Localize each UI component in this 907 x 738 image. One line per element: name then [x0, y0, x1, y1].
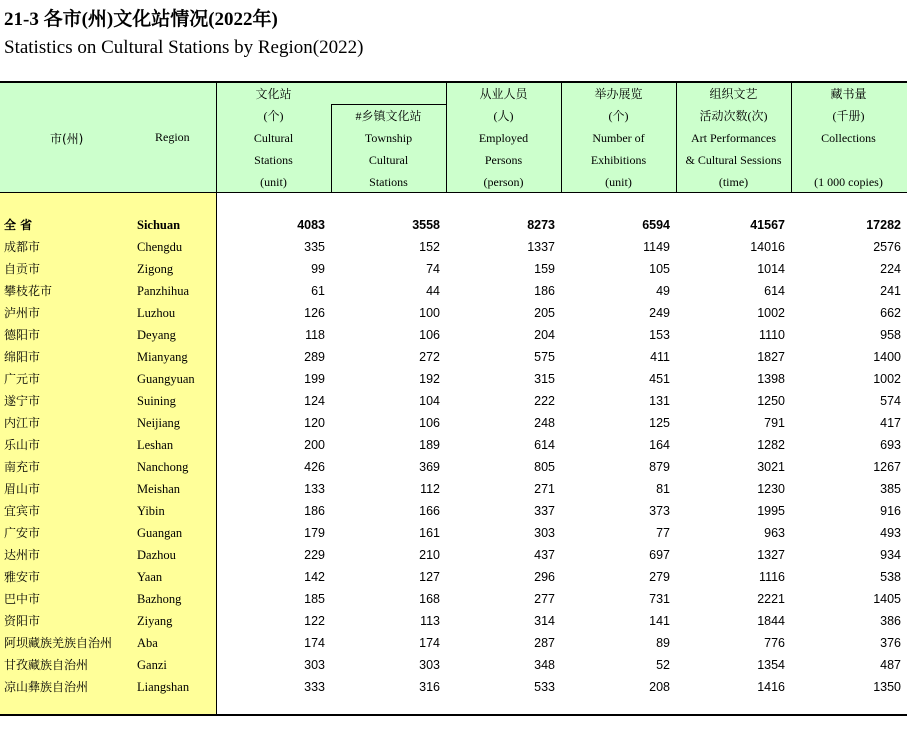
value-cell: 131	[649, 394, 670, 408]
value-cell: 153	[649, 328, 670, 342]
value-cell: 337	[534, 504, 555, 518]
region-name-cn: 巴中市	[4, 592, 41, 606]
region-name-cn: 绵阳市	[4, 350, 41, 364]
value-cell: 303	[534, 526, 555, 540]
value-cell: 533	[534, 680, 555, 694]
value-cell: 105	[649, 262, 670, 276]
value-cell: 731	[649, 592, 670, 606]
value-cell: 369	[419, 460, 440, 474]
region-name-cn: 广安市	[4, 526, 41, 540]
table-row	[0, 566, 907, 588]
value-cell: 693	[880, 438, 901, 452]
value-cell: 1354	[757, 658, 785, 672]
table-row	[0, 632, 907, 654]
value-cell: 186	[534, 284, 555, 298]
region-name-cn: 资阳市	[4, 614, 41, 628]
region-name-en: Meishan	[137, 482, 181, 496]
region-name-en: Ganzi	[137, 658, 167, 672]
value-cell: 17282	[866, 218, 901, 232]
region-name-cn: 全 省	[4, 218, 33, 232]
value-cell: 133	[304, 482, 325, 496]
value-cell: 376	[880, 636, 901, 650]
header-region-cn: 市(州)	[50, 132, 84, 146]
table-row	[0, 676, 907, 698]
value-cell: 1327	[757, 548, 785, 562]
value-cell: 1416	[757, 680, 785, 694]
region-name-en: Guangan	[137, 526, 183, 540]
value-cell: 2221	[757, 592, 785, 606]
region-name-cn: 自贡市	[4, 262, 41, 276]
value-cell: 1405	[873, 592, 901, 606]
table-row	[0, 588, 907, 610]
region-name-cn: 甘孜藏族自治州	[4, 658, 89, 672]
table-row	[0, 302, 907, 324]
region-name-en: Mianyang	[137, 350, 188, 364]
value-cell: 662	[880, 306, 901, 320]
region-name-cn: 广元市	[4, 372, 41, 386]
value-cell: 411	[650, 350, 670, 364]
region-name-en: Guangyuan	[137, 372, 195, 386]
region-name-cn: 凉山彝族自治州	[4, 680, 89, 694]
value-cell: 124	[304, 394, 325, 408]
value-cell: 1827	[757, 350, 785, 364]
value-cell: 161	[419, 526, 440, 540]
value-cell: 204	[534, 328, 555, 342]
table-row	[0, 258, 907, 280]
value-cell: 81	[656, 482, 670, 496]
value-cell: 126	[304, 306, 325, 320]
value-cell: 303	[304, 658, 325, 672]
value-cell: 41567	[750, 218, 785, 232]
value-cell: 112	[420, 482, 440, 496]
value-cell: 125	[649, 416, 670, 430]
header-col-township-stations: #乡镇文化站 Township Cultural Stations	[355, 109, 422, 189]
value-cell: 168	[419, 592, 440, 606]
value-cell: 104	[419, 394, 440, 408]
region-name-cn: 德阳市	[4, 328, 41, 342]
value-cell: 74	[426, 262, 440, 276]
value-cell: 249	[649, 306, 670, 320]
value-cell: 776	[764, 636, 785, 650]
region-name-cn: 宜宾市	[4, 504, 41, 518]
value-cell: 52	[656, 658, 670, 672]
value-cell: 426	[304, 460, 325, 474]
value-cell: 14016	[750, 240, 785, 254]
region-name-cn: 泸州市	[4, 306, 41, 320]
table-row-total	[0, 214, 907, 236]
value-cell: 385	[880, 482, 901, 496]
value-cell: 417	[880, 416, 901, 430]
value-cell: 199	[304, 372, 325, 386]
value-cell: 4083	[297, 218, 325, 232]
value-cell: 916	[880, 504, 901, 518]
value-cell: 141	[649, 614, 670, 628]
value-cell: 333	[304, 680, 325, 694]
value-cell: 279	[649, 570, 670, 584]
region-name-en: Liangshan	[137, 680, 190, 694]
value-cell: 1282	[757, 438, 785, 452]
value-cell: 229	[304, 548, 325, 562]
value-cell: 451	[649, 372, 670, 386]
header-col-cultural-stations: 文化站 (个) Cultural Stations (unit)	[253, 87, 294, 189]
region-name-en: Neijiang	[137, 416, 181, 430]
value-cell: 958	[880, 328, 901, 342]
value-cell: 289	[304, 350, 325, 364]
value-cell: 118	[305, 328, 325, 342]
header-col-art-performances: 组织文艺 活动次数(次) Art Performances & Cultural Sessions (time)	[685, 87, 782, 189]
value-cell: 159	[534, 262, 555, 276]
header-col-collections: 藏书量 (千册) Collections (1 000 copies)	[814, 87, 883, 189]
value-cell: 152	[419, 240, 440, 254]
value-cell: 189	[419, 438, 440, 452]
value-cell: 1116	[759, 570, 785, 584]
value-cell: 166	[419, 504, 440, 518]
value-cell: 373	[649, 504, 670, 518]
value-cell: 174	[304, 636, 325, 650]
value-cell: 106	[419, 416, 440, 430]
value-cell: 8273	[527, 218, 555, 232]
value-cell: 106	[419, 328, 440, 342]
bottom-rule	[0, 714, 907, 716]
table-row	[0, 236, 907, 258]
value-cell: 208	[649, 680, 670, 694]
value-cell: 1337	[527, 240, 555, 254]
header-region-en: Region	[155, 130, 190, 144]
region-name-en: Bazhong	[137, 592, 182, 606]
region-name-cn: 眉山市	[4, 482, 41, 496]
value-cell: 303	[419, 658, 440, 672]
table-row	[0, 654, 907, 676]
value-cell: 1398	[757, 372, 785, 386]
value-cell: 174	[419, 636, 440, 650]
value-cell: 1350	[873, 680, 901, 694]
table-row	[0, 544, 907, 566]
value-cell: 113	[420, 614, 440, 628]
value-cell: 1110	[759, 328, 785, 342]
value-cell: 879	[649, 460, 670, 474]
value-cell: 314	[534, 614, 555, 628]
region-name-en: Yibin	[137, 504, 165, 518]
value-cell: 89	[656, 636, 670, 650]
value-cell: 2576	[873, 240, 901, 254]
value-cell: 1014	[757, 262, 785, 276]
region-name-cn: 乐山市	[4, 438, 41, 452]
value-cell: 1844	[757, 614, 785, 628]
value-cell: 1400	[873, 350, 901, 364]
table-title-en: Statistics on Cultural Stations by Region(2022)	[4, 37, 364, 58]
value-cell: 127	[419, 570, 440, 584]
value-cell: 99	[311, 262, 325, 276]
value-cell: 192	[419, 372, 440, 386]
region-name-en: Suining	[137, 394, 176, 408]
value-cell: 316	[419, 680, 440, 694]
value-cell: 222	[534, 394, 555, 408]
region-name-cn: 成都市	[4, 240, 41, 254]
value-cell: 241	[880, 284, 901, 298]
value-cell: 272	[419, 350, 440, 364]
value-cell: 3558	[412, 218, 440, 232]
value-cell: 77	[656, 526, 670, 540]
value-cell: 61	[311, 284, 325, 298]
header-col-employed-persons: 从业人员 (人) Employed Persons (person)	[478, 87, 529, 189]
table-row	[0, 456, 907, 478]
region-name-en: Sichuan	[137, 218, 181, 232]
value-cell: 335	[304, 240, 325, 254]
region-name-en: Yaan	[137, 570, 163, 584]
value-cell: 1149	[643, 240, 670, 254]
table-row	[0, 368, 907, 390]
value-cell: 386	[880, 614, 901, 628]
region-name-en: Leshan	[137, 438, 174, 452]
value-cell: 791	[764, 416, 785, 430]
value-cell: 1002	[757, 306, 785, 320]
value-cell: 185	[304, 592, 325, 606]
header-col-exhibitions: 举办展览 (个) Number of Exhibitions (unit)	[590, 87, 647, 189]
region-name-en: Dazhou	[137, 548, 176, 562]
value-cell: 1230	[757, 482, 785, 496]
value-cell: 348	[534, 658, 555, 672]
region-name-cn: 阿坝藏族羌族自治州	[4, 636, 113, 650]
region-name-cn: 内江市	[4, 416, 41, 430]
table-row	[0, 390, 907, 412]
value-cell: 574	[880, 394, 901, 408]
value-cell: 248	[534, 416, 555, 430]
value-cell: 6594	[642, 218, 670, 232]
table-row	[0, 412, 907, 434]
table-title-cn: 21-3 各市(州)文化站情况(2022年)	[4, 9, 278, 30]
region-name-cn: 攀枝花市	[4, 284, 53, 298]
table-row	[0, 324, 907, 346]
table-row	[0, 280, 907, 302]
value-cell: 1995	[757, 504, 785, 518]
region-name-en: Chengdu	[137, 240, 183, 254]
value-cell: 277	[534, 592, 555, 606]
region-name-en: Ziyang	[137, 614, 173, 628]
region-name-en: Zigong	[137, 262, 174, 276]
value-cell: 142	[304, 570, 325, 584]
value-cell: 296	[534, 570, 555, 584]
value-cell: 493	[880, 526, 901, 540]
value-cell: 49	[656, 284, 670, 298]
value-cell: 805	[534, 460, 555, 474]
value-cell: 164	[649, 438, 670, 452]
value-cell: 697	[649, 548, 670, 562]
region-name-en: Panzhihua	[137, 284, 190, 298]
value-cell: 437	[534, 548, 555, 562]
table-row	[0, 500, 907, 522]
value-cell: 1002	[873, 372, 901, 386]
value-cell: 315	[534, 372, 555, 386]
table-row	[0, 522, 907, 544]
value-cell: 271	[534, 482, 555, 496]
value-cell: 120	[304, 416, 325, 430]
region-name-en: Aba	[137, 636, 158, 650]
value-cell: 224	[880, 262, 901, 276]
value-cell: 934	[880, 548, 901, 562]
region-name-en: Luzhou	[137, 306, 176, 320]
region-name-en: Deyang	[137, 328, 176, 342]
value-cell: 1250	[757, 394, 785, 408]
region-name-cn: 南充市	[4, 460, 41, 474]
region-name-cn: 雅安市	[4, 570, 41, 584]
table-row	[0, 610, 907, 632]
table-row	[0, 346, 907, 368]
value-cell: 963	[764, 526, 785, 540]
value-cell: 179	[304, 526, 325, 540]
value-cell: 100	[419, 306, 440, 320]
table-row	[0, 478, 907, 500]
value-cell: 205	[534, 306, 555, 320]
value-cell: 3021	[757, 460, 785, 474]
value-cell: 1267	[873, 460, 901, 474]
region-name-en: Nanchong	[137, 460, 189, 474]
value-cell: 487	[880, 658, 901, 672]
value-cell: 538	[880, 570, 901, 584]
value-cell: 200	[304, 438, 325, 452]
value-cell: 210	[419, 548, 440, 562]
value-cell: 614	[764, 284, 785, 298]
region-name-cn: 达州市	[4, 548, 41, 562]
value-cell: 575	[534, 350, 555, 364]
value-cell: 614	[534, 438, 555, 452]
value-cell: 122	[304, 614, 325, 628]
value-cell: 186	[304, 504, 325, 518]
table-row	[0, 434, 907, 456]
value-cell: 44	[426, 284, 440, 298]
value-cell: 287	[534, 636, 555, 650]
region-name-cn: 遂宁市	[4, 394, 41, 408]
